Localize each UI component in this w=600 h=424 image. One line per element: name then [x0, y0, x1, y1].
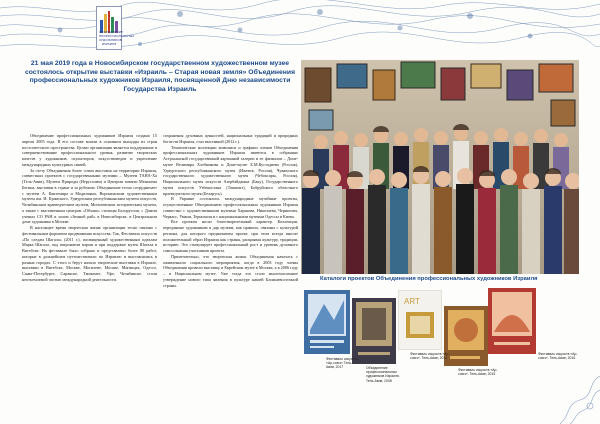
catalog-book-1: [304, 290, 350, 354]
paragraph: Тематические коллекции живописи и графики членов Объединения профессиональных художников Израиля имеются в собраниях Астраханской государственной картинной галереи и ее филиалов – Доме-музее Велимира Хлебникова и Доме-музее Б.М.Кустодиева (Россия), Удмуртского республиканского музея (Ижевск, Россия), Чувашского государственного художественного музея (Чебоксары, Россия), Национального музея искусств Азербайджана (Баку), Государственного музея искусств Узбекистана (Ташкент), Бобруйского областного краеведческого музея (Беларусь).: [163, 144, 298, 196]
paragraph: Все проекты носят благотворительный характер. Коллекции, переданные художникам в дар музеям, как правило, связаны с культурой региона, для которого предназначен проект, при этом всегда вносят положительный образ Израиля как страны, раскрывая культуру, традиции, историю. Это стимулирует профессиональный рост и уровень духовного самосознания участников проекта.: [163, 219, 298, 253]
paragraph: В Украине состоялись международные музейные проекты, осуществленные Объединением профессиональных художников Израиля совместно с художественными музеями Харькова, Николаева, Чернигова, Черкасс, Умани, Тернополя и с национальными музеями Одессы и Киева.: [163, 196, 298, 219]
catalog-caption-5: Фестиваль искусств «Ар-союз». Тель-Авив, 2016: [538, 352, 578, 361]
logo-caption: ОБЪЕДИНЕНИЕ ПРОФЕССИОНАЛЬНЫХ ХУДОЖНИКОВ ИЗРАИЛЯ: [99, 30, 135, 46]
corner-ornament: [560, 366, 600, 424]
catalog-book-4: [444, 306, 488, 366]
article-headline: 21 мая 2019 года в Новосибирском государственном художественном музее состоялось открытие выставки «Израиль – Старая новая земля» Объединения профессиональных художников Израиля, посвященной Дню независимости Государства Израиль: [24, 60, 296, 93]
catalog-book-5: [488, 288, 536, 354]
floral-ornament: [0, 0, 600, 58]
article-column-2: [163, 133, 298, 288]
group-photo: [301, 60, 579, 274]
catalog-caption-3: Фестиваль искусств «Ар-союз». Тель-Авив, 2014: [410, 352, 450, 361]
catalog-caption-1: Фестиваль искусств «Ар-союз» Тель-Авив, 2017: [326, 357, 358, 370]
paragraph: В настоящее время творческая жизнь организации тесно связано с фестивальным форматом продвижения искусства. Так, Фестиваль искусств «По следам Шагала» (2011 г.), посвященный художественным идеалам Марка Шагала, под патронатом мэрии и при поддержке музея Шагала в Витебске. На фестивале было собрано и представлено более 80 работ, которые в дальнейшем путешествовали по Израилю и выставлялись в разных городах. С этого и берут начало творческие выставки в Израиле, выставки в Витебске, Москве, Могилеве, Москве, Мытищах, Одессе, Санкт-Петербурге, Саранске, Ташкенте, Уфе, Челябинске, стали неотъемлемой частью международной деятельности.: [22, 225, 157, 282]
catalog-book-2: [352, 298, 396, 364]
catalog-caption-2: Объединение профессиональных художников Израиля. Тель-Авив, 2008: [366, 366, 400, 383]
paragraph: За счету Объединения более сотни выставок на территории Израиля, совместных проектов с государственными музеями – Музеем ТАНА-Ха (Тель-Авив), Музеем Природы (Иерусалим) и Центром памяти Менахема Бегина, выставки в стране и за рубежом. Объединение тесно сотрудничает с музеем А. Кантемира и Модильяни, Воронежским художественным музеем им. И. Крамского, Удмуртским республиканским музеем искусств, Челябинским краеведческим музеем, Могилевским историческим музеем, а также с выставочным центром «Облако» столицы Белоруссии, с Домом ученых СО РАН и залом «Земной рай» в Новосибирске, в Центральном доме художника в Москве.: [22, 167, 157, 225]
catalog-book-3: [398, 290, 442, 350]
svg-text:ART: ART: [404, 297, 420, 306]
catalogs-title: Каталоги проектов Объединения профессиональных художников Израиля: [320, 276, 538, 282]
association-logo: [96, 6, 135, 50]
paragraph: сохранения духовных ценностей, национальных традиций и природных богатств Израиля, стал выставкой (2012 г.).: [163, 133, 298, 144]
article-column-1: [22, 133, 157, 283]
catalog-caption-4: Фестиваль искусств «Ар-союз». Тель-Авив, 2015: [458, 368, 498, 377]
paragraph: Примечательно, что творческая жизнь Объединения началась с оживленного социального мероприятия, когда в 2003 году члены Объединения провели выставку в Еврейском музее в Москве, а в 2006 году – в Национальном музее. Уже тогда это стало многочисленное утверждение нового типа явления в культуре нашей Ближневосточной страны.: [163, 253, 298, 288]
paragraph: Объединение профессиональных художников Израиля создано 15 апреля 2005 года. В его составе вошли в основном выходцы из стран постсоветского пространства. Целью организации является поддержание и совершенствование профессионального уровня, развитие творческих качеств у художников, скульпторов, искусствоведов и укрепление международных культурных связей.: [22, 133, 157, 167]
